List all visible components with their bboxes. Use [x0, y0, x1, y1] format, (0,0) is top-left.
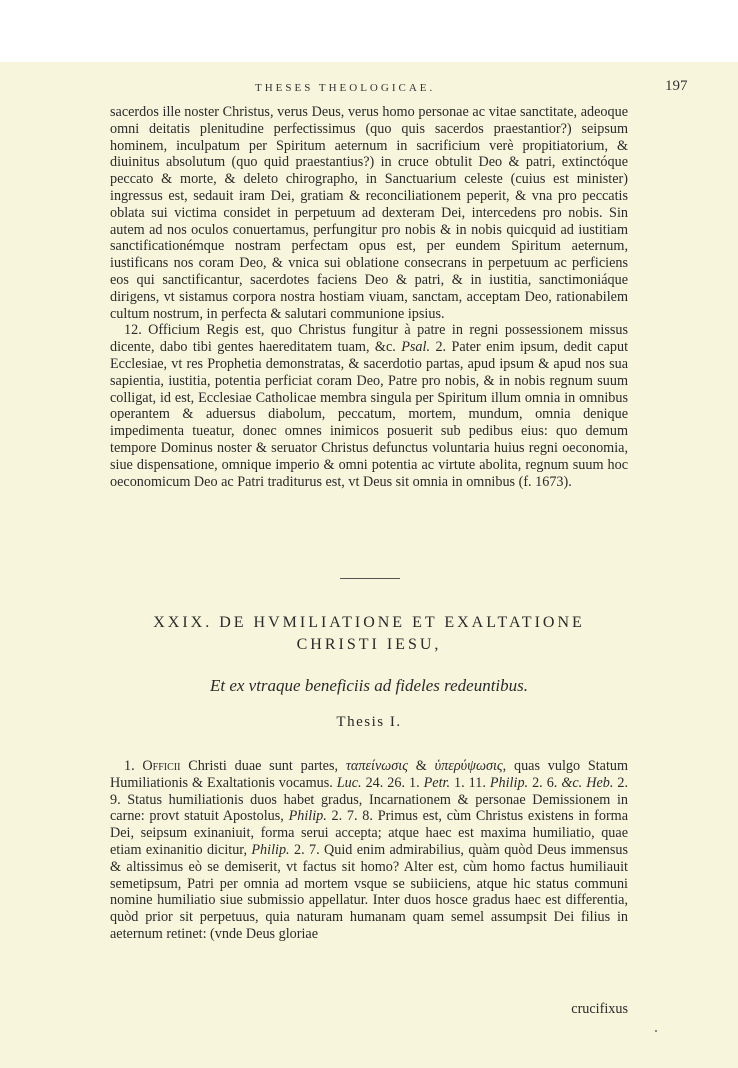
- section-title: [110, 612, 628, 656]
- catchword: crucifixus: [571, 1001, 628, 1017]
- running-head: THESES THEOLOGICAE.: [255, 82, 436, 94]
- scripture-ref: Philip.: [489, 774, 529, 791]
- scripture-ref: Psal.: [401, 339, 431, 356]
- paragraph-text: 2. 9. Status humiliationis duos habet gradus, Incarnationem & personae Demissionem in carne: provt statuit Apostolus,: [110, 774, 629, 825]
- page-number: 197: [665, 78, 688, 94]
- scripture-ref: Philip.: [288, 808, 327, 825]
- paragraph-text: Officium Regis est, quo Christus fungitur à patre in regni possessionem missus dicente, dabo tibi gentes haereditatem tuam, &c.: [110, 322, 629, 356]
- paper-speck: [655, 1030, 657, 1032]
- section-title-line: XXIX. DE HVMILIATIONE ET EXALTATIONE: [153, 614, 585, 631]
- paragraph-text: 1. 11.: [454, 774, 486, 791]
- greek-term: ταπείνωσις: [345, 758, 408, 774]
- thesis-heading: Thesis I.: [336, 714, 402, 730]
- lower-text-block: [110, 758, 628, 943]
- paragraph-text: 2. Pater enim ipsum, dedit caput Ecclesiae, vt res Prophetia demonstratas, & sacerdotio partas, apud ipsum & apud nos sua sapientia, iustitia, potentia perficiat coram Deo, Patre pro nobis, & in nobis regnum suum colligat, id est, Ecclesiae Catholicae membra singula per Spiritum illum omnia in omnibus operantem & aduersus diabolum, peccatum, mortem, mundum, omnia denique impedimenta tueatur, donec omnes inimicos posuerit sub pedibus eius: quo demum tempore Dominus noster & seruator Christus defunctus voluntaria huius regni oeconomia, siue dispensatione, omnique imperio & omni potentia ac virtute abolita, regnum suum hoc oeconomicum Deo ac Patri traditurus est, vt Deus sit omnia in omnibus (f. 1673).: [110, 339, 629, 490]
- scripture-ref: Luc.: [336, 774, 362, 791]
- section-subtitle: Et ex vtraque beneficiis ad fideles redeuntibus.: [209, 676, 529, 695]
- paragraph-text: 24. 26. 1.: [365, 774, 420, 791]
- scripture-ref: Petr.: [423, 774, 451, 791]
- paragraph-text: Christi duae sunt partes,: [188, 758, 339, 774]
- lead-word: Officii: [142, 758, 181, 774]
- paragraph-text: , quas vulgo Statum Humiliationis & Exaltationis vocamus.: [110, 758, 629, 791]
- section-divider: [340, 578, 400, 579]
- paragraph-text: 2. 7. Quid enim admirabilius, quàm quòd Deus immensus & altissimus eò se demiserit, vt factus sit homo? Alter est, cùm homo factus humiliauit semetipsum, Patri per omnia ad mortem vsque se subiiciens, atque hic status communi nomine humiliatio siue submissio appellatur. Inter duos hosce gradus haec est differentia, quòd prior sit perpetuus, quia naturam humanam quam semel assumpsit Dei filius in aeternum retinet: (vnde Deus gloriae: [110, 841, 629, 942]
- paragraph-continued: sacerdos ille noster Christus, verus Deus, verus homo personae ac vitae sanctitate, adeoque omni deitatis plenitudine perfectissimus (quo quis sacerdos praestantior?) seipsum hominem, inculpatum per Spiritum aeternum in sacrificium verè propitiatorium, & diuinitus absolutum (quo quid praestantius?) in cruce obtulit Deo & patri, extinctóque peccato & morte, & deleto chirographo, in Sanctuarium celeste (cuius est minister) ingressus est, sedauit iram Dei, gratiam & reconciliationem peperit, & vna pro peccatis oblata sui victima considet in perpetuum ad dexteram Dei, intercedens pro nobis. Sin autem ad nos oculos conuertamus, perfungitur pro nobis & in nobis quicquid ad iustitiam sanctificationémque nostram perfectam opus est, per eundem Spiritum aeternum, iustificans nos coram Deo, & vnica sui oblatione consecrans in perpetuum ac perficiens eos qui sanctificantur, sacerdotes faciens Deo & patri, & in iustitia, sanctimoniáque dirigens, vt sistamus corpora nostra hostiam viuam, sanctam, acceptam Deo, rationabilem cultum nostrum, in perfecta & salutari communione ipsius.: [110, 104, 628, 322]
- scripture-ref: &c.: [561, 774, 583, 791]
- upper-text-block: [110, 104, 628, 490]
- paragraph-text: &: [415, 758, 427, 774]
- paragraph-text: 2. 7. 8. Primus est, cùm Christus existens in forma Dei, seipsum exinaniuit, forma serui accepta; atque haec est maxima humiliatio, quae etiam exinanitio dicitur,: [110, 808, 628, 858]
- greek-term: ὑπερύψωσις: [434, 758, 503, 774]
- paragraph-number: 12.: [124, 322, 142, 339]
- scripture-ref: Heb.: [586, 774, 614, 791]
- paragraph-number: 1.: [124, 758, 135, 774]
- section-title-line: CHRISTI IESU,: [296, 636, 442, 653]
- top-margin: [0, 0, 738, 62]
- paragraph-12: [110, 322, 628, 490]
- paragraph-text: 2. 6.: [532, 774, 558, 791]
- scripture-ref: Philip.: [251, 841, 290, 858]
- thesis-paragraph-1: [110, 758, 628, 943]
